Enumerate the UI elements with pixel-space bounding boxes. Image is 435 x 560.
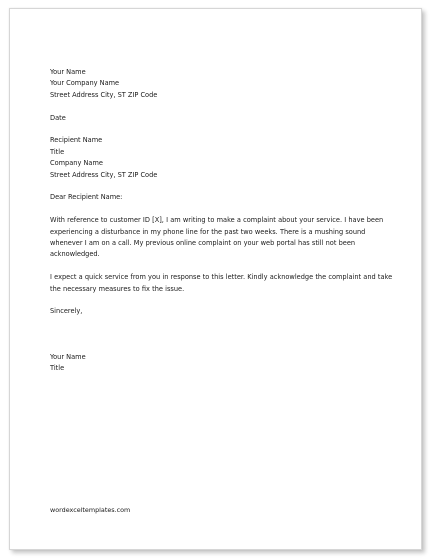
- salutation: Dear Recipient Name:: [50, 193, 123, 202]
- letter-content: [50, 67, 395, 375]
- signature-title: Title: [50, 364, 65, 373]
- letter-page: [9, 8, 422, 550]
- recipient-company: Company Name: [50, 159, 103, 168]
- signature-block: [50, 352, 395, 375]
- sender-block: [50, 67, 395, 101]
- sender-address: Street Address City, ST ZIP Code: [50, 90, 158, 99]
- letter-date: Date: [50, 113, 66, 122]
- recipient-name: Recipient Name: [50, 136, 103, 145]
- recipient-title: Title: [50, 147, 65, 156]
- sender-company: Your Company Name: [50, 79, 120, 88]
- recipient-block: [50, 135, 395, 181]
- closing: Sincerely,: [50, 307, 83, 316]
- signature-name: Your Name: [50, 352, 86, 361]
- recipient-address: Street Address City, ST ZIP Code: [50, 170, 158, 179]
- body-paragraph-2: I expect a quick service from you in response to this letter. Kindly acknowledge the complaint and take the necessary measures to fix the issue.: [50, 273, 393, 293]
- body-paragraph-1: With reference to customer ID [X], I am writing to make a complaint about your service. I have been experiencing a disturbance in my phone line for the past two weeks. There is a mushing sound whenever I am on a call. My previous online complaint on your web portal has still not been acknowledged.: [50, 216, 384, 259]
- sender-name: Your Name: [50, 68, 86, 76]
- footer-website: wordexceltemplates.com: [50, 506, 131, 514]
